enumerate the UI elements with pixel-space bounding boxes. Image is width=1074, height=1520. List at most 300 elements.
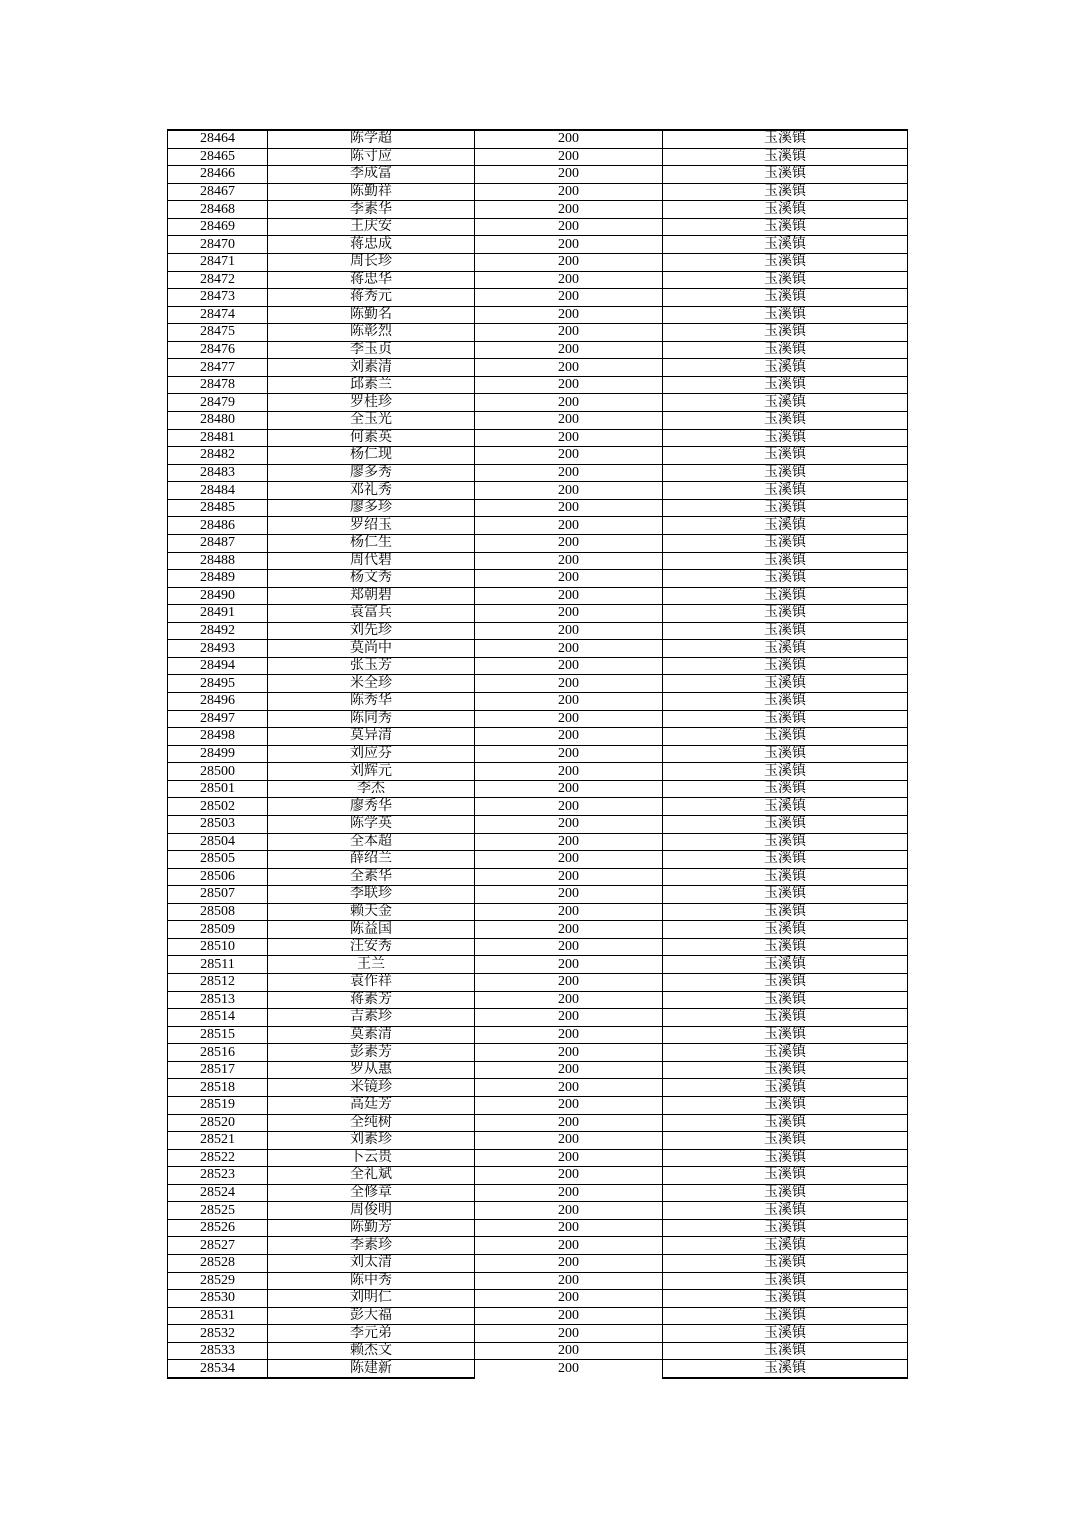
cell-serial-number: 28494	[168, 657, 268, 675]
cell-town: 玉溪镇	[663, 1009, 908, 1027]
cell-serial-number: 28478	[168, 376, 268, 394]
cell-amount: 200	[475, 1132, 663, 1150]
cell-amount: 200	[475, 271, 663, 289]
cell-serial-number: 28533	[168, 1342, 268, 1360]
cell-serial-number: 28508	[168, 903, 268, 921]
cell-name: 陈学英	[268, 815, 475, 833]
cell-town: 玉溪镇	[663, 1184, 908, 1202]
cell-amount: 200	[475, 587, 663, 605]
table-row	[168, 851, 908, 869]
cell-name: 杨仁现	[268, 447, 475, 465]
cell-serial-number: 28511	[168, 956, 268, 974]
cell-amount: 200	[475, 851, 663, 869]
cell-name: 罗从惠	[268, 1061, 475, 1079]
cell-town: 玉溪镇	[663, 1255, 908, 1273]
cell-name: 蒋秀元	[268, 289, 475, 307]
cell-serial-number: 28490	[168, 587, 268, 605]
cell-name: 袁富兵	[268, 605, 475, 623]
cell-serial-number: 28466	[168, 166, 268, 184]
table-row	[168, 675, 908, 693]
table-row	[168, 429, 908, 447]
cell-name: 周代碧	[268, 552, 475, 570]
cell-name: 彭素芳	[268, 1044, 475, 1062]
cell-town: 玉溪镇	[663, 1272, 908, 1290]
cell-serial-number: 28532	[168, 1325, 268, 1343]
cell-amount: 200	[475, 728, 663, 746]
cell-serial-number: 28513	[168, 991, 268, 1009]
cell-serial-number: 28479	[168, 394, 268, 412]
cell-town: 玉溪镇	[663, 1307, 908, 1325]
cell-amount: 200	[475, 166, 663, 184]
cell-serial-number: 28526	[168, 1219, 268, 1237]
cell-amount: 200	[475, 148, 663, 166]
cell-name: 李成富	[268, 166, 475, 184]
cell-serial-number: 28509	[168, 921, 268, 939]
cell-serial-number: 28506	[168, 868, 268, 886]
cell-town: 玉溪镇	[663, 1096, 908, 1114]
cell-amount: 200	[475, 1009, 663, 1027]
cell-town: 玉溪镇	[663, 570, 908, 588]
cell-name: 全本超	[268, 833, 475, 851]
table-row	[168, 359, 908, 377]
table-row	[168, 253, 908, 271]
table-row	[168, 1184, 908, 1202]
table-row	[168, 1237, 908, 1255]
table-row	[168, 412, 908, 430]
cell-serial-number: 28501	[168, 780, 268, 798]
cell-serial-number: 28476	[168, 341, 268, 359]
cell-serial-number: 28498	[168, 728, 268, 746]
table-row	[168, 341, 908, 359]
table-row	[168, 1342, 908, 1360]
cell-name: 刘辉元	[268, 763, 475, 781]
cell-serial-number: 28517	[168, 1061, 268, 1079]
cell-town: 玉溪镇	[663, 1167, 908, 1185]
cell-amount: 200	[475, 693, 663, 711]
cell-name: 蒋素芳	[268, 991, 475, 1009]
cell-name: 李联珍	[268, 886, 475, 904]
table-row	[168, 587, 908, 605]
cell-name: 陈勤名	[268, 306, 475, 324]
cell-town: 玉溪镇	[663, 780, 908, 798]
cell-town: 玉溪镇	[663, 1219, 908, 1237]
cell-town: 玉溪镇	[663, 148, 908, 166]
cell-town: 玉溪镇	[663, 1026, 908, 1044]
cell-serial-number: 28491	[168, 605, 268, 623]
cell-name: 何素英	[268, 429, 475, 447]
table-row	[168, 1167, 908, 1185]
cell-name: 全纯树	[268, 1114, 475, 1132]
cell-serial-number: 28521	[168, 1132, 268, 1150]
table-row	[168, 605, 908, 623]
cell-amount: 200	[475, 886, 663, 904]
cell-serial-number: 28519	[168, 1096, 268, 1114]
cell-town: 玉溪镇	[663, 482, 908, 500]
cell-town: 玉溪镇	[663, 605, 908, 623]
cell-town: 玉溪镇	[663, 991, 908, 1009]
cell-amount: 200	[475, 324, 663, 342]
cell-amount: 200	[475, 499, 663, 517]
cell-town: 玉溪镇	[663, 130, 908, 148]
cell-name: 廖多珍	[268, 499, 475, 517]
cell-town: 玉溪镇	[663, 1149, 908, 1167]
cell-amount: 200	[475, 534, 663, 552]
cell-name: 莫异清	[268, 728, 475, 746]
cell-town: 玉溪镇	[663, 1237, 908, 1255]
cell-town: 玉溪镇	[663, 640, 908, 658]
cell-amount: 200	[475, 868, 663, 886]
cell-name: 陈勤祥	[268, 183, 475, 201]
cell-town: 玉溪镇	[663, 798, 908, 816]
cell-serial-number: 28502	[168, 798, 268, 816]
cell-town: 玉溪镇	[663, 622, 908, 640]
cell-amount: 200	[475, 1290, 663, 1308]
cell-town: 玉溪镇	[663, 868, 908, 886]
cell-amount: 200	[475, 1307, 663, 1325]
cell-name: 张玉芳	[268, 657, 475, 675]
cell-amount: 200	[475, 780, 663, 798]
table-row	[168, 306, 908, 324]
cell-amount: 200	[475, 218, 663, 236]
cell-town: 玉溪镇	[663, 833, 908, 851]
cell-town: 玉溪镇	[663, 1290, 908, 1308]
cell-name: 吉素珍	[268, 1009, 475, 1027]
cell-town: 玉溪镇	[663, 271, 908, 289]
cell-name: 李元弟	[268, 1325, 475, 1343]
table-row	[168, 693, 908, 711]
cell-name: 薛绍兰	[268, 851, 475, 869]
cell-name: 陈勤芳	[268, 1219, 475, 1237]
table-row	[168, 1202, 908, 1220]
cell-amount: 200	[475, 376, 663, 394]
cell-name: 罗绍玉	[268, 517, 475, 535]
table-row	[168, 640, 908, 658]
cell-amount: 200	[475, 657, 663, 675]
table-row	[168, 710, 908, 728]
cell-amount: 200	[475, 570, 663, 588]
cell-name: 全礼斌	[268, 1167, 475, 1185]
table-row	[168, 166, 908, 184]
cell-amount: 200	[475, 306, 663, 324]
cell-amount: 200	[475, 1061, 663, 1079]
cell-name: 王庆安	[268, 218, 475, 236]
table-row	[168, 1325, 908, 1343]
cell-name: 陈益国	[268, 921, 475, 939]
table-row	[168, 938, 908, 956]
table-row	[168, 1009, 908, 1027]
cell-name: 赖天金	[268, 903, 475, 921]
cell-town: 玉溪镇	[663, 306, 908, 324]
table-row	[168, 482, 908, 500]
cell-town: 玉溪镇	[663, 1325, 908, 1343]
cell-name: 廖多秀	[268, 464, 475, 482]
cell-name: 莫尚中	[268, 640, 475, 658]
table-row	[168, 868, 908, 886]
cell-serial-number: 28470	[168, 236, 268, 254]
cell-serial-number: 28497	[168, 710, 268, 728]
cell-amount: 200	[475, 938, 663, 956]
table-row	[168, 1026, 908, 1044]
cell-amount: 200	[475, 903, 663, 921]
cell-town: 玉溪镇	[663, 499, 908, 517]
cell-name: 刘先珍	[268, 622, 475, 640]
cell-town: 玉溪镇	[663, 657, 908, 675]
cell-name: 刘素珍	[268, 1132, 475, 1150]
cell-town: 玉溪镇	[663, 745, 908, 763]
cell-serial-number: 28493	[168, 640, 268, 658]
cell-town: 玉溪镇	[663, 1044, 908, 1062]
cell-serial-number: 28471	[168, 253, 268, 271]
cell-town: 玉溪镇	[663, 201, 908, 219]
table-row	[168, 745, 908, 763]
cell-serial-number: 28515	[168, 1026, 268, 1044]
cell-serial-number: 28487	[168, 534, 268, 552]
cell-amount: 200	[475, 130, 663, 148]
table-row	[168, 886, 908, 904]
table-row	[168, 1044, 908, 1062]
cell-serial-number: 28482	[168, 447, 268, 465]
cell-amount: 200	[475, 236, 663, 254]
cell-name: 刘明仁	[268, 1290, 475, 1308]
roster-table	[167, 129, 908, 1379]
table-row	[168, 236, 908, 254]
cell-serial-number: 28468	[168, 201, 268, 219]
table-row	[168, 657, 908, 675]
cell-serial-number: 28510	[168, 938, 268, 956]
cell-town: 玉溪镇	[663, 552, 908, 570]
table-row	[168, 956, 908, 974]
cell-serial-number: 28464	[168, 130, 268, 148]
cell-name: 李素珍	[268, 1237, 475, 1255]
table-row	[168, 1307, 908, 1325]
cell-name: 全修章	[268, 1184, 475, 1202]
table-row	[168, 1255, 908, 1273]
cell-name: 邓礼秀	[268, 482, 475, 500]
cell-serial-number: 28472	[168, 271, 268, 289]
cell-amount: 200	[475, 1237, 663, 1255]
table-row	[168, 921, 908, 939]
cell-town: 玉溪镇	[663, 166, 908, 184]
table-row	[168, 271, 908, 289]
cell-serial-number: 28525	[168, 1202, 268, 1220]
cell-town: 玉溪镇	[663, 728, 908, 746]
cell-serial-number: 28534	[168, 1360, 268, 1378]
cell-town: 玉溪镇	[663, 236, 908, 254]
cell-name: 全素华	[268, 868, 475, 886]
cell-serial-number: 28481	[168, 429, 268, 447]
cell-name: 蒋忠成	[268, 236, 475, 254]
cell-town: 玉溪镇	[663, 534, 908, 552]
cell-amount: 200	[475, 956, 663, 974]
table-row	[168, 903, 908, 921]
cell-amount: 200	[475, 1114, 663, 1132]
cell-amount: 200	[475, 482, 663, 500]
cell-amount: 200	[475, 1026, 663, 1044]
cell-serial-number: 28507	[168, 886, 268, 904]
cell-amount: 200	[475, 1202, 663, 1220]
cell-name: 陈中秀	[268, 1272, 475, 1290]
cell-amount: 200	[475, 341, 663, 359]
cell-name: 陈学超	[268, 130, 475, 148]
cell-serial-number: 28504	[168, 833, 268, 851]
cell-town: 玉溪镇	[663, 903, 908, 921]
cell-town: 玉溪镇	[663, 253, 908, 271]
cell-name: 杨文秀	[268, 570, 475, 588]
cell-name: 卜云贵	[268, 1149, 475, 1167]
cell-amount: 200	[475, 675, 663, 693]
table-row	[168, 183, 908, 201]
cell-name: 郑朝碧	[268, 587, 475, 605]
cell-amount: 200	[475, 1325, 663, 1343]
cell-amount: 200	[475, 763, 663, 781]
cell-town: 玉溪镇	[663, 429, 908, 447]
cell-amount: 200	[475, 394, 663, 412]
cell-town: 玉溪镇	[663, 289, 908, 307]
cell-amount: 200	[475, 183, 663, 201]
table-row	[168, 974, 908, 992]
cell-amount: 200	[475, 974, 663, 992]
cell-town: 玉溪镇	[663, 359, 908, 377]
cell-amount: 200	[475, 552, 663, 570]
cell-town: 玉溪镇	[663, 517, 908, 535]
table-row	[168, 324, 908, 342]
cell-name: 邱素兰	[268, 376, 475, 394]
table-row	[168, 201, 908, 219]
cell-amount: 200	[475, 605, 663, 623]
table-row	[168, 833, 908, 851]
cell-town: 玉溪镇	[663, 763, 908, 781]
table-row	[168, 464, 908, 482]
table-row	[168, 1149, 908, 1167]
cell-amount: 200	[475, 359, 663, 377]
table-row	[168, 130, 908, 148]
cell-town: 玉溪镇	[663, 815, 908, 833]
cell-amount: 200	[475, 1044, 663, 1062]
table-row	[168, 499, 908, 517]
cell-name: 彭大福	[268, 1307, 475, 1325]
cell-serial-number: 28505	[168, 851, 268, 869]
cell-serial-number: 28473	[168, 289, 268, 307]
cell-town: 玉溪镇	[663, 1079, 908, 1097]
table-row	[168, 622, 908, 640]
cell-amount: 200	[475, 710, 663, 728]
cell-serial-number: 28474	[168, 306, 268, 324]
cell-amount: 200	[475, 1360, 663, 1378]
cell-serial-number: 28485	[168, 499, 268, 517]
cell-name: 米镜珍	[268, 1079, 475, 1097]
table-row	[168, 1219, 908, 1237]
table-row	[168, 1360, 908, 1378]
cell-amount: 200	[475, 447, 663, 465]
cell-serial-number: 28527	[168, 1237, 268, 1255]
cell-name: 罗桂珍	[268, 394, 475, 412]
cell-name: 陈同秀	[268, 710, 475, 728]
cell-name: 全玉光	[268, 412, 475, 430]
cell-name: 王兰	[268, 956, 475, 974]
cell-town: 玉溪镇	[663, 956, 908, 974]
table-row	[168, 1096, 908, 1114]
cell-name: 汪安秀	[268, 938, 475, 956]
cell-town: 玉溪镇	[663, 324, 908, 342]
cell-town: 玉溪镇	[663, 412, 908, 430]
table-row	[168, 376, 908, 394]
table-row	[168, 552, 908, 570]
cell-serial-number: 28524	[168, 1184, 268, 1202]
cell-amount: 200	[475, 991, 663, 1009]
table-row	[168, 517, 908, 535]
cell-name: 刘应芬	[268, 745, 475, 763]
cell-town: 玉溪镇	[663, 341, 908, 359]
cell-serial-number: 28486	[168, 517, 268, 535]
cell-serial-number: 28528	[168, 1255, 268, 1273]
table-row	[168, 1132, 908, 1150]
cell-serial-number: 28516	[168, 1044, 268, 1062]
cell-town: 玉溪镇	[663, 394, 908, 412]
cell-serial-number: 28500	[168, 763, 268, 781]
cell-amount: 200	[475, 1096, 663, 1114]
cell-serial-number: 28489	[168, 570, 268, 588]
cell-serial-number: 28518	[168, 1079, 268, 1097]
cell-town: 玉溪镇	[663, 710, 908, 728]
cell-town: 玉溪镇	[663, 1342, 908, 1360]
cell-town: 玉溪镇	[663, 675, 908, 693]
cell-amount: 200	[475, 201, 663, 219]
cell-serial-number: 28512	[168, 974, 268, 992]
table-row	[168, 1061, 908, 1079]
cell-amount: 200	[475, 1255, 663, 1273]
cell-serial-number: 28496	[168, 693, 268, 711]
table-row	[168, 570, 908, 588]
cell-serial-number: 28492	[168, 622, 268, 640]
cell-name: 李杰	[268, 780, 475, 798]
table-row	[168, 218, 908, 236]
cell-name: 陈建新	[268, 1360, 475, 1378]
table-row	[168, 394, 908, 412]
cell-town: 玉溪镇	[663, 1114, 908, 1132]
table-row	[168, 148, 908, 166]
cell-town: 玉溪镇	[663, 376, 908, 394]
cell-town: 玉溪镇	[663, 921, 908, 939]
cell-serial-number: 28488	[168, 552, 268, 570]
cell-amount: 200	[475, 1219, 663, 1237]
cell-serial-number: 28523	[168, 1167, 268, 1185]
table-row	[168, 1272, 908, 1290]
cell-town: 玉溪镇	[663, 1360, 908, 1378]
table-row	[168, 534, 908, 552]
cell-town: 玉溪镇	[663, 587, 908, 605]
cell-name: 廖秀华	[268, 798, 475, 816]
cell-name: 杨仁生	[268, 534, 475, 552]
cell-amount: 200	[475, 622, 663, 640]
roster-table-body	[168, 130, 908, 1378]
cell-amount: 200	[475, 921, 663, 939]
cell-amount: 200	[475, 289, 663, 307]
cell-name: 周长珍	[268, 253, 475, 271]
cell-name: 周俊明	[268, 1202, 475, 1220]
cell-name: 陈彰烈	[268, 324, 475, 342]
cell-amount: 200	[475, 464, 663, 482]
cell-amount: 200	[475, 745, 663, 763]
cell-name: 蒋忠华	[268, 271, 475, 289]
table-row	[168, 289, 908, 307]
table-row	[168, 1079, 908, 1097]
cell-town: 玉溪镇	[663, 693, 908, 711]
cell-amount: 200	[475, 517, 663, 535]
table-row	[168, 991, 908, 1009]
cell-name: 李素华	[268, 201, 475, 219]
cell-serial-number: 28529	[168, 1272, 268, 1290]
cell-serial-number: 28467	[168, 183, 268, 201]
